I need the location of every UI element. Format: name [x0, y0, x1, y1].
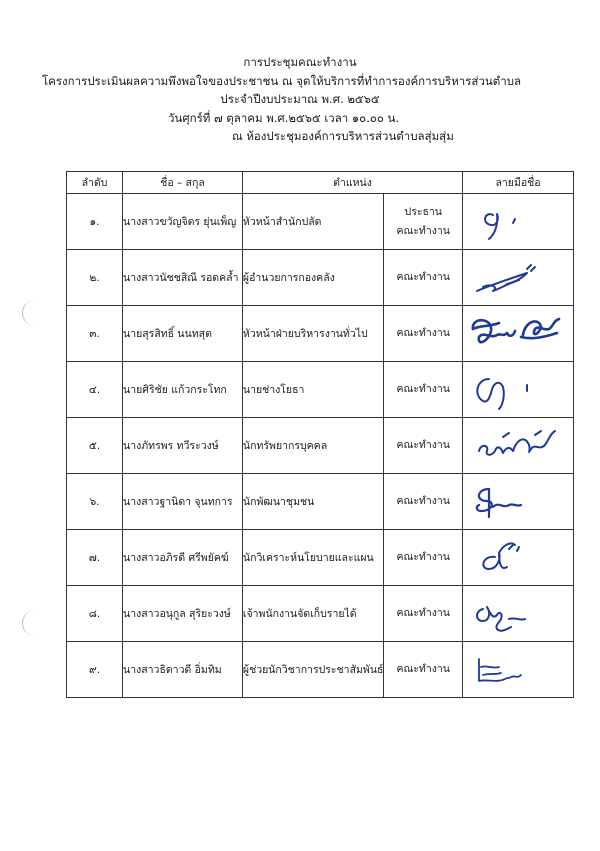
- member-position: นักทรัพยากรบุคคล: [242, 418, 383, 474]
- meeting-location: ณ ห้องประชุมองค์การบริหารส่วนตำบลสุ่มสุ่ม: [232, 129, 454, 143]
- member-role: คณะทำงาน: [384, 474, 463, 530]
- member-name: นางสาวอนุกูล สุริยะวงษ์: [123, 586, 243, 642]
- member-position: นายช่างโยธา: [242, 362, 383, 418]
- member-name: นางสาวฐานิดา จุนทการ: [123, 474, 243, 530]
- member-position: เจ้าพนักงานจัดเก็บรายได้: [242, 586, 383, 642]
- table-header-row: [67, 172, 574, 194]
- handwritten-signature: [469, 253, 569, 303]
- fiscal-year: ประจำปีงบประมาณ พ.ศ. ๒๕๖๕: [220, 92, 380, 106]
- signature-cell: [463, 530, 574, 586]
- role-line: คณะทำงาน: [396, 224, 450, 237]
- signature-cell: [463, 586, 574, 642]
- document-header: [0, 53, 600, 146]
- member-name: นางสาวขวัญจิตร ยุ่นเพ็ญ: [123, 194, 243, 250]
- table-row: [67, 474, 574, 530]
- table-row: [67, 642, 574, 698]
- signature-cell: [463, 194, 574, 250]
- member-position: นักพัฒนาชุมชน: [242, 474, 383, 530]
- member-role: [384, 194, 463, 250]
- signature-cell: [463, 418, 574, 474]
- member-role: คณะทำงาน: [384, 642, 463, 698]
- handwritten-signature: [469, 589, 569, 639]
- member-role: คณะทำงาน: [384, 306, 463, 362]
- member-position: นักวิเคราะห์นโยบายและแผน: [242, 530, 383, 586]
- handwritten-signature: [469, 645, 569, 695]
- signature-cell: [463, 474, 574, 530]
- member-position: หัวหน้าฝ่ายบริหารงานทั่วไป: [242, 306, 383, 362]
- member-position: ผู้ช่วยนักวิชาการประชาสัมพันธ์: [242, 642, 383, 698]
- handwritten-signature: [469, 421, 569, 471]
- project-title: โครงการประเมินผลความพึงพอใจของประชาชน ณ จุดให้บริการที่ทำการองค์การบริหารส่วนตำบล: [42, 73, 522, 88]
- role-line: ประธาน: [404, 205, 442, 218]
- punch-hole-mark: [22, 300, 37, 326]
- table-row: [67, 362, 574, 418]
- meeting-date: วันศุกร์ที่ ๗ ตุลาคม พ.ศ.๒๕๖๕ เวลา ๑๐.๐๐ น.: [168, 110, 400, 125]
- table-row: [67, 418, 574, 474]
- row-number: ๗.: [67, 530, 123, 586]
- member-role: คณะทำงาน: [384, 586, 463, 642]
- member-name: นายสุรสิทธิ์ นนทสุต: [123, 306, 243, 362]
- table-row: [67, 586, 574, 642]
- table-row: [67, 194, 574, 250]
- row-number: ๙.: [67, 642, 123, 698]
- member-role: คณะทำงาน: [384, 362, 463, 418]
- member-name: นางสาวธิดาวดี อิ่มทิม: [123, 642, 243, 698]
- row-number: ๒.: [67, 250, 123, 306]
- row-number: ๘.: [67, 586, 123, 642]
- header-name: ชื่อ – สกุล: [123, 172, 243, 194]
- signature-cell: [463, 362, 574, 418]
- handwritten-signature: [469, 533, 569, 583]
- punch-hole-mark: [22, 610, 37, 636]
- handwritten-signature: [469, 309, 569, 359]
- signature-cell: [463, 306, 574, 362]
- signature-cell: [463, 642, 574, 698]
- table-row: [67, 530, 574, 586]
- meeting-title: การประชุมคณะทำงาน: [243, 55, 357, 69]
- handwritten-signature: [469, 477, 569, 527]
- attendance-table: [66, 171, 574, 698]
- row-number: ๕.: [67, 418, 123, 474]
- table-row: [67, 250, 574, 306]
- signature-cell: [463, 250, 574, 306]
- member-role: คณะทำงาน: [384, 250, 463, 306]
- row-number: ๔.: [67, 362, 123, 418]
- table-row: [67, 306, 574, 362]
- member-role: คณะทำงาน: [384, 530, 463, 586]
- member-name: นายศิริชัย แก้วกระโทก: [123, 362, 243, 418]
- member-role: คณะทำงาน: [384, 418, 463, 474]
- header-order: ลำดับ: [67, 172, 123, 194]
- header-signature: ลายมือชื่อ: [463, 172, 574, 194]
- member-name: นางภัทรพร ทวีระวงษ์: [123, 418, 243, 474]
- member-name: นางสาวนัชชสิณี รอดคล้ำ: [123, 250, 243, 306]
- row-number: ๖.: [67, 474, 123, 530]
- member-position: ผู้อำนวยการกองคลัง: [242, 250, 383, 306]
- row-number: ๓.: [67, 306, 123, 362]
- member-position: หัวหน้าสำนักปลัด: [242, 194, 383, 250]
- handwritten-signature: [469, 197, 569, 247]
- member-name: นางสาวอภิรดี ศรีพยัคฆ์: [123, 530, 243, 586]
- row-number: ๑.: [67, 194, 123, 250]
- header-position: ตำแหน่ง: [242, 172, 462, 194]
- handwritten-signature: [469, 365, 569, 415]
